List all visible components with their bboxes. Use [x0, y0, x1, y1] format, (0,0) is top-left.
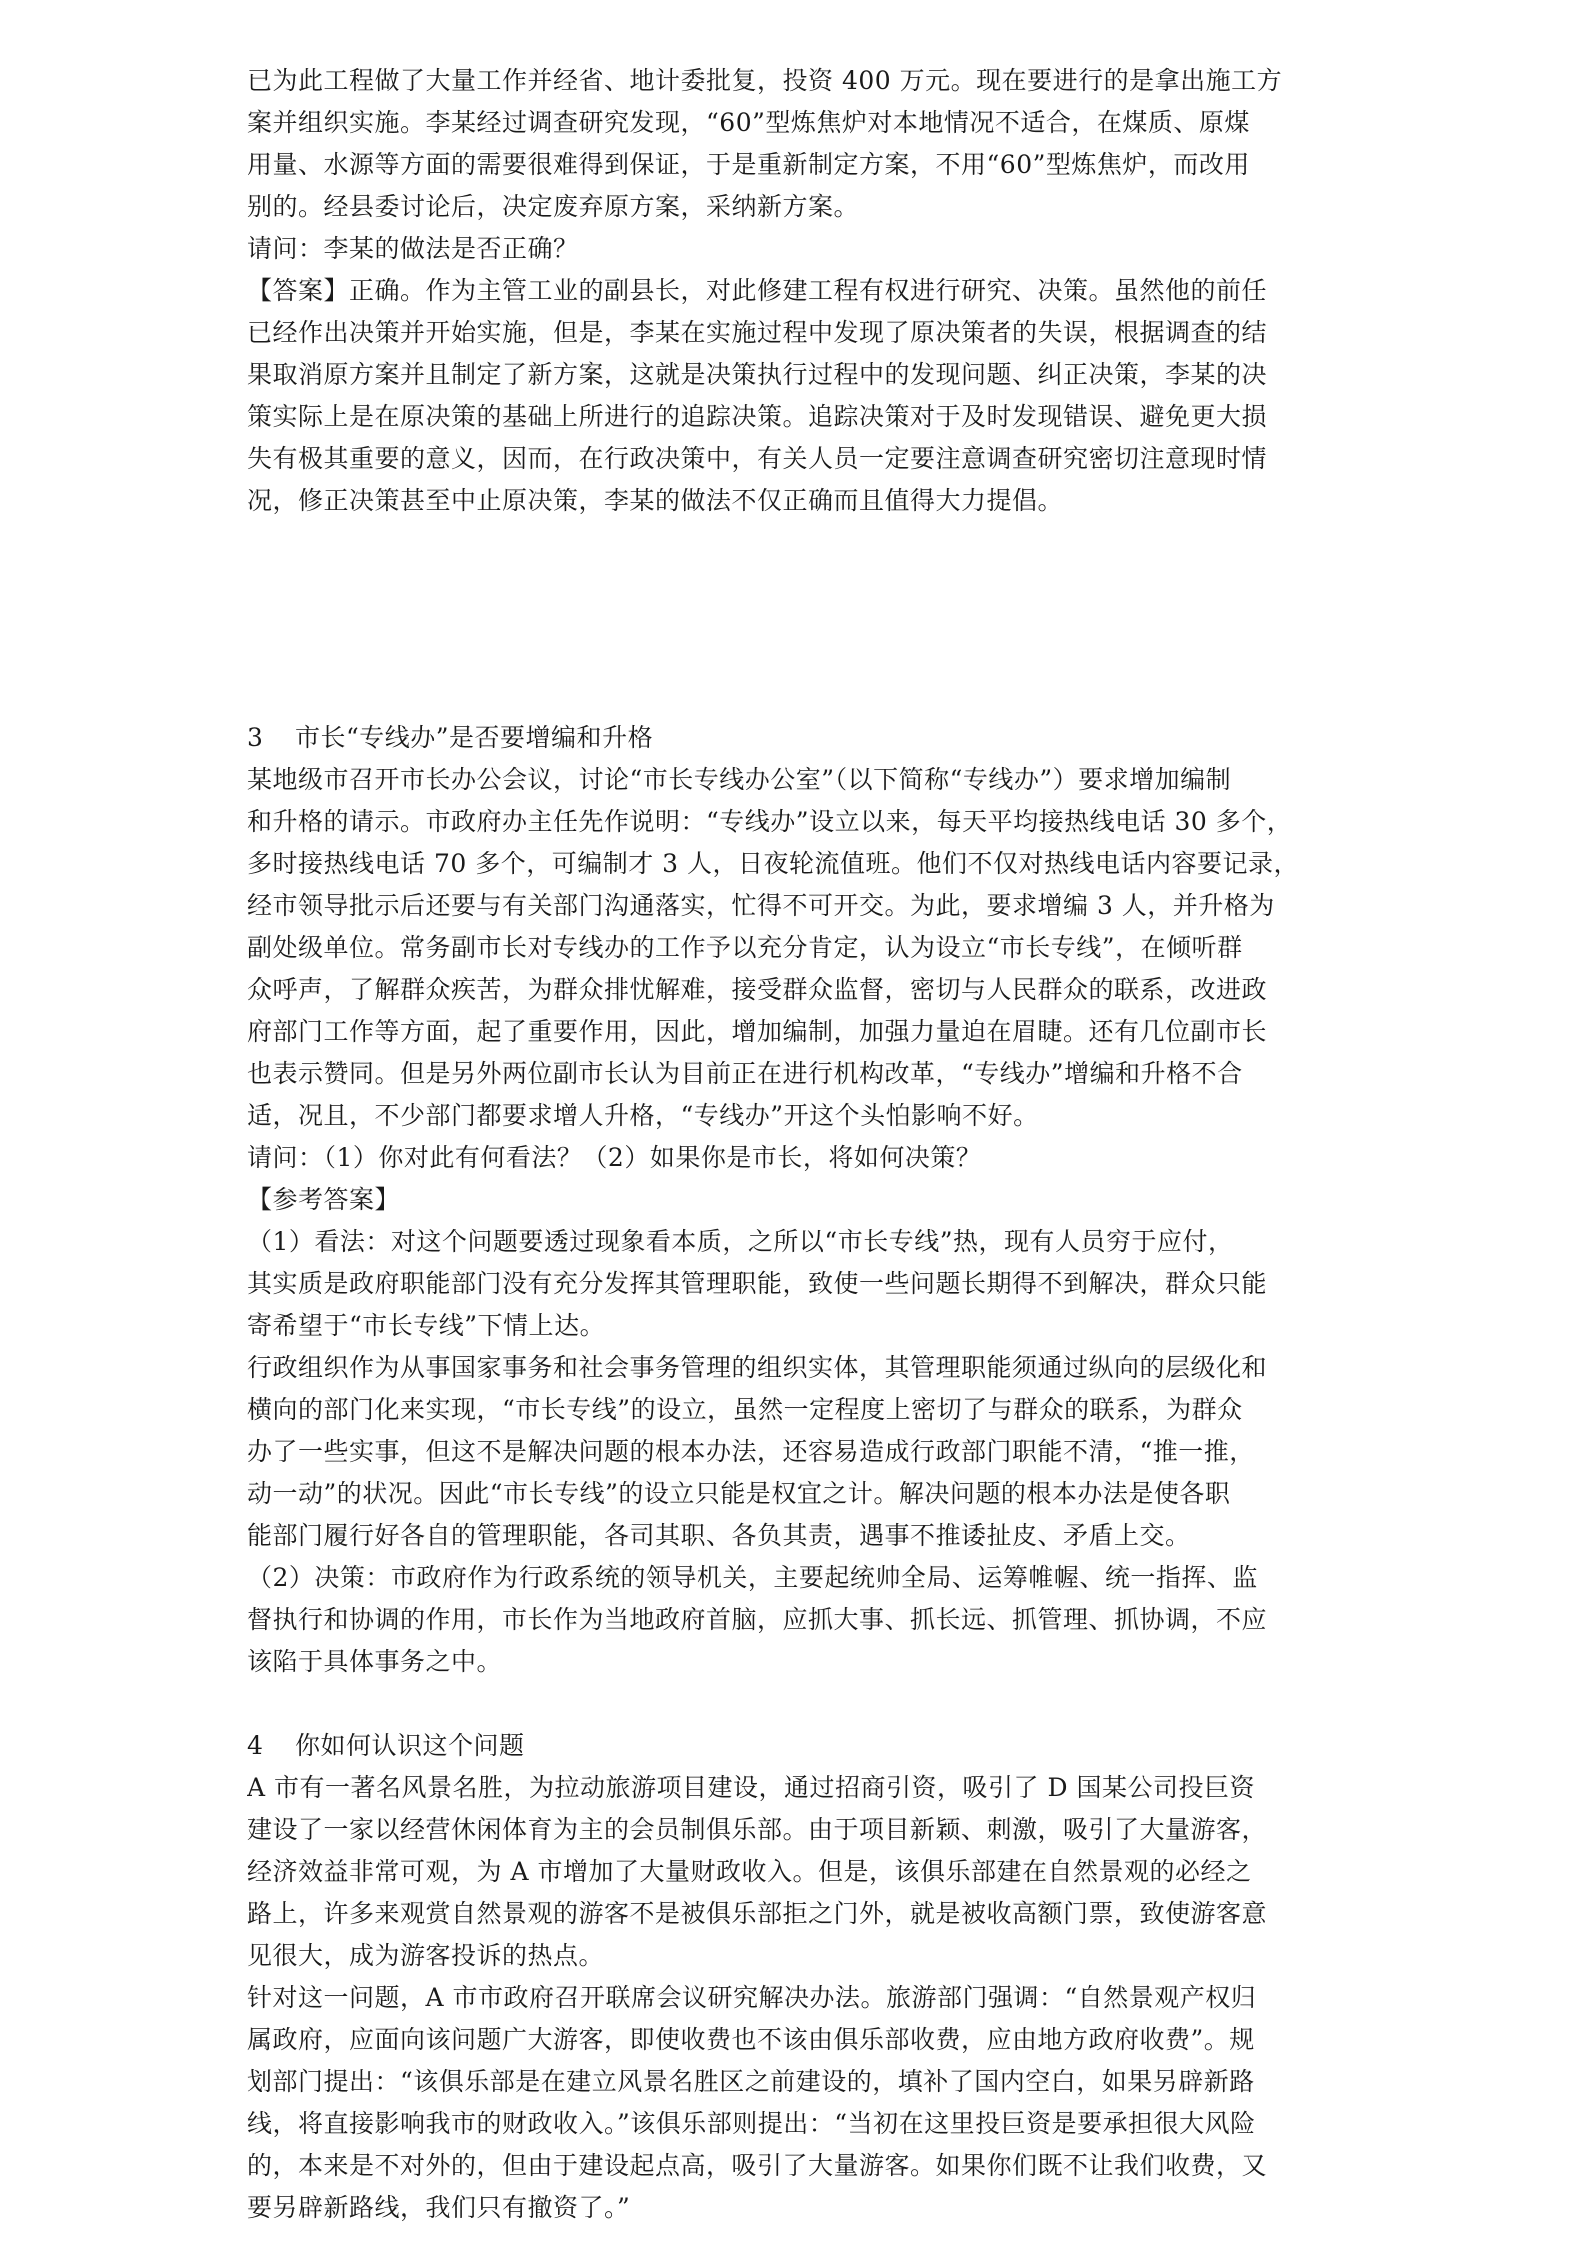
text-line: 见很大，成为游客投诉的热点。: [247, 1941, 605, 1970]
text-line: 该陷于具体事务之中。: [247, 1647, 503, 1676]
text-line: 办了一些实事，但这不是解决问题的根本办法，还容易造成行政部门职能不清，“推一推，: [247, 1437, 1255, 1466]
document-page: [247, 60, 1359, 2229]
case-3: [247, 717, 1359, 1683]
text-line: 划部门提出：“该俱乐部是在建立风景名胜区之前建设的，填补了国内空白，如果另辟新路: [247, 2067, 1255, 2096]
text-line: 和升格的请示。市政府办主任先作说明：“专线办”设立以来，每天平均接热线电话 30 多个，: [247, 807, 1293, 836]
text-line: 针对这一问题，A 市市政府召开联席会议研究解决办法。旅游部门强调：“自然景观产权归: [247, 1983, 1257, 2012]
case-4-body: [247, 1767, 1359, 2229]
case-4-title: 你如何认识这个问题: [295, 1731, 525, 1760]
text-line: 能部门履行好各自的管理职能，各司其职、各负其责，遇事不推诿扯皮、矛盾上交。: [247, 1521, 1191, 1550]
case-4: [247, 1725, 1359, 2229]
text-line: 经济效益非常可观，为 A 市增加了大量财政收入。但是，该俱乐部建在自然景观的必经之: [247, 1857, 1252, 1886]
case-2-question: 请问：李某的做法是否正确？: [247, 234, 579, 263]
text-line: 也表示赞同。但是另外两位副市长认为目前正在进行机构改革，“专线办”增编和升格不合: [247, 1059, 1243, 1088]
case-2-answer: [247, 270, 1359, 522]
text-line: 要另辟新路线，我们只有撤资了。”: [247, 2193, 631, 2222]
case-3-ref-answer-label: 【参考答案】: [247, 1185, 401, 1214]
case-3-answer: [247, 1221, 1359, 1683]
case-2-continuation: [247, 60, 1359, 522]
text-line: 已为此工程做了大量工作并经省、地计委批复，投资 400 万元。现在要进行的是拿出施工方: [247, 66, 1283, 95]
blank-space: [247, 1683, 1359, 1725]
text-line: 属政府，应面向该问题广大游客，即使收费也不该由俱乐部收费，应由地方政府收费”。规: [247, 2025, 1255, 2054]
text-line: （2）决策：市政府作为行政系统的领导机关，主要起统帅全局、运筹帷幄、统一指挥、监: [247, 1563, 1258, 1592]
text-line: 【答案】正确。作为主管工业的副县长，对此修建工程有权进行研究、决策。虽然他的前任: [247, 276, 1268, 305]
text-line: 已经作出决策并开始实施，但是，李某在实施过程中发现了原决策者的失误，根据调查的结: [247, 318, 1268, 347]
text-line: 线，将直接影响我市的财政收入。”该俱乐部则提出：“当初在这里投巨资是要承担很大风险: [247, 2109, 1256, 2138]
text-line: 况，修正决策甚至中止原决策，李某的做法不仅正确而且值得大力提倡。: [247, 486, 1064, 515]
text-line: 副处级单位。常务副市长对专线办的工作予以充分肯定，认为设立“市长专线”，在倾听群: [247, 933, 1243, 962]
text-line: 其实质是政府职能部门没有充分发挥其管理职能，致使一些问题长期得不到解决，群众只能: [247, 1269, 1268, 1298]
text-line: 策实际上是在原决策的基础上所进行的追踪决策。追踪决策对于及时发现错误、避免更大损: [247, 402, 1268, 431]
case-2-paragraph: [247, 60, 1359, 228]
text-line: 适，况且，不少部门都要求增人升格，“专线办”开这个头怕影响不好。: [247, 1101, 1039, 1130]
case-3-number: 3: [247, 723, 264, 752]
case-3-title: 市长“专线办”是否要增编和升格: [295, 723, 654, 752]
text-line: 府部门工作等方面，起了重要作用，因此，增加编制，加强力量迫在眉睫。还有几位副市长: [247, 1017, 1268, 1046]
text-line: 建设了一家以经营休闲体育为主的会员制俱乐部。由于项目新颖、刺激，吸引了大量游客，: [247, 1815, 1268, 1844]
text-line: 果取消原方案并且制定了新方案，这就是决策执行过程中的发现问题、纠正决策，李某的决: [247, 360, 1268, 389]
case-3-question: 请问：（1）你对此有何看法？（2）如果你是市长，将如何决策？: [247, 1143, 982, 1172]
case-4-heading: [247, 1725, 1359, 1767]
text-line: 失有极其重要的意义，因而，在行政决策中，有关人员一定要注意调查研究密切注意现时情: [247, 444, 1268, 473]
text-line: 督执行和协调的作用，市长作为当地政府首脑，应抓大事、抓长远、抓管理、抓协调，不应: [247, 1605, 1268, 1634]
text-line: 行政组织作为从事国家事务和社会事务管理的组织实体，其管理职能须通过纵向的层级化和: [247, 1353, 1268, 1382]
text-line: 用量、水源等方面的需要很难得到保证，于是重新制定方案，不用“60”型炼焦炉，而改用: [247, 150, 1250, 179]
text-line: 动一动”的状况。因此“市长专线”的设立只能是权宜之计。解决问题的根本办法是使各职: [247, 1479, 1231, 1508]
text-line: 别的。经县委讨论后，决定废弃原方案，采纳新方案。: [247, 192, 860, 221]
case-3-heading: [247, 717, 1359, 759]
text-line: 路上，许多来观赏自然景观的游客不是被俱乐部拒之门外，就是被收高额门票，致使游客意: [247, 1899, 1268, 1928]
text-line: （1）看法：对这个问题要透过现象看本质，之所以“市长专线”热，现有人员穷于应付，: [247, 1227, 1234, 1256]
blank-space: [247, 522, 1359, 717]
text-line: 经市领导批示后还要与有关部门沟通落实，忙得不可开交。为此，要求增编 3 人，并升格为: [247, 891, 1275, 920]
text-line: 多时接热线电话 70 多个，可编制才 3 人，日夜轮流值班。他们不仅对热线电话内容要记录，: [247, 849, 1300, 878]
case-4-number: 4: [247, 1731, 264, 1760]
text-line: 的，本来是不对外的，但由于建设起点高，吸引了大量游客。如果你们既不让我们收费，又: [247, 2151, 1268, 2180]
text-line: A 市有一著名风景名胜，为拉动旅游项目建设，通过招商引资，吸引了 D 国某公司投巨资: [247, 1773, 1255, 1802]
text-line: 某地级市召开市长办公会议，讨论“市长专线办公室”（以下简称“专线办”）要求增加编制: [247, 765, 1232, 794]
text-line: 案并组织实施。李某经过调查研究发现，“60”型炼焦炉对本地情况不适合，在煤质、原煤: [247, 108, 1250, 137]
text-line: 横向的部门化来实现，“市长专线”的设立，虽然一定程度上密切了与群众的联系，为群众: [247, 1395, 1243, 1424]
case-3-body: [247, 759, 1359, 1137]
text-line: 寄希望于“市长专线”下情上达。: [247, 1311, 606, 1340]
text-line: 众呼声，了解群众疾苦，为群众排忧解难，接受群众监督，密切与人民群众的联系，改进政: [247, 975, 1268, 1004]
